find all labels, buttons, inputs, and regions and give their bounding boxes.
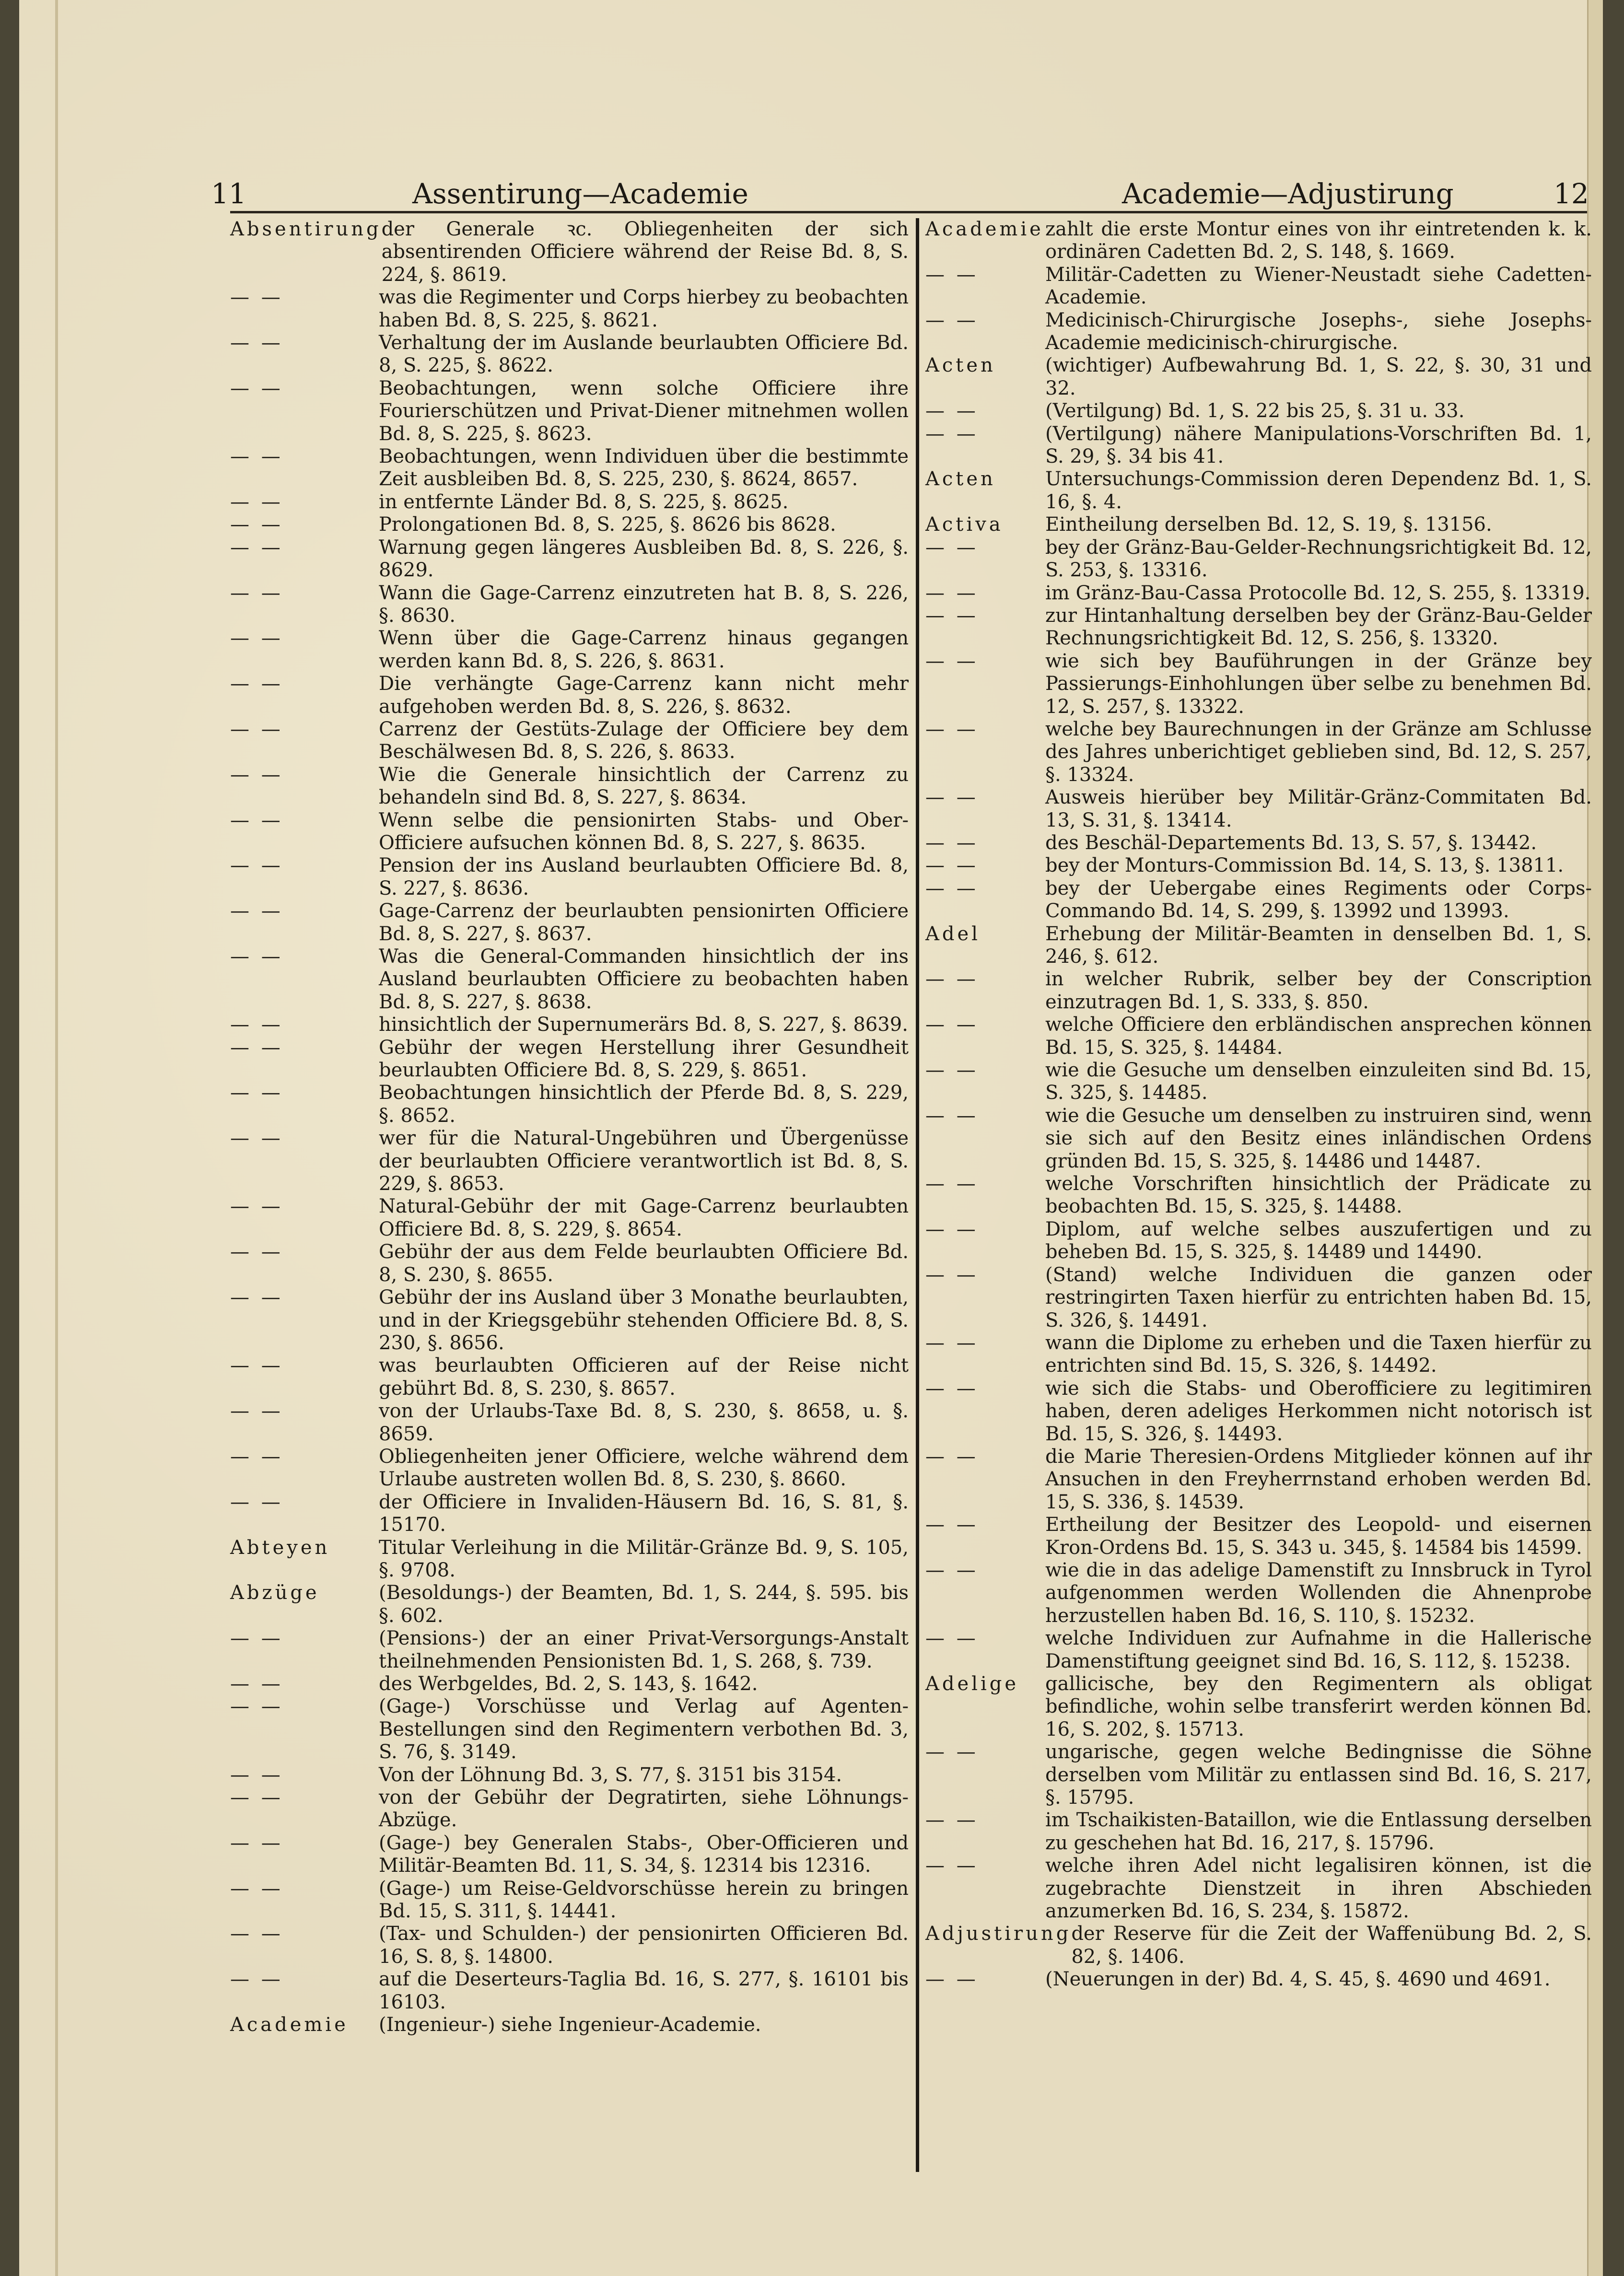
entry-text: gallicische, bey den Regimentern als obligat befindliche, wohin selbe transferirt werden können Bd. 16, S. 202, §. 15713. xyxy=(1045,1673,1592,1740)
entry-keyword: — — xyxy=(925,263,979,286)
entry-keyword: Academie xyxy=(925,218,1044,240)
entry-text: wie die in das adelige Damenstift zu Innsbruck in Tyrol aufgenommen werden Wollenden die Ahnenprobe herzustellen haben Bd. 16, S. 110, §. 15232. xyxy=(1045,1559,1592,1627)
entry-keyword: Absentirung xyxy=(230,218,382,240)
entry-keyword: — — xyxy=(230,673,283,695)
entry-text: (Ingenieur-) siehe Ingenieur-Academie. xyxy=(379,2014,761,2036)
entry-text: was die Regimenter und Corps hierbey zu beobachten haben Bd. 8, S. 225, §. 8621. xyxy=(379,286,909,331)
entry-keyword: — — xyxy=(925,1559,979,1581)
entry-keyword: — — xyxy=(230,627,283,650)
entry-keyword: — — xyxy=(230,332,283,354)
index-entry xyxy=(230,1446,909,1491)
entry-text: Beobachtungen, wenn Individuen über die bestimmte Zeit ausbleiben Bd. 8, S. 225, 230, §. 8624, 8657. xyxy=(379,445,909,490)
entry-keyword: — — xyxy=(230,286,283,309)
right-index-column xyxy=(925,218,1592,2189)
entry-keyword: Adel xyxy=(925,922,981,945)
entry-text: Eintheilung derselben Bd. 12, S. 19, §. 13156. xyxy=(1045,514,1492,536)
entry-text: des Beschäl-Departements Bd. 13, S. 57, §. 13442. xyxy=(1045,831,1537,854)
entry-keyword: — — xyxy=(925,604,979,627)
entry-keyword: — — xyxy=(925,1514,979,1536)
index-entry xyxy=(230,1037,909,1082)
entry-text: Ertheilung der Besitzer des Leopold- und eisernen Kron-Ordens Bd. 15, S. 343 u. 345, §. 14584 bis 14599. xyxy=(1045,1514,1592,1559)
entry-text: Was die General-Commanden hinsichtlich der ins Ausland beurlaubten Officiere zu beobachten haben Bd. 8, S. 227, §. 8638. xyxy=(379,945,909,1013)
entry-keyword: — — xyxy=(925,1377,979,1400)
index-entry xyxy=(230,377,909,445)
entry-keyword: — — xyxy=(230,1627,283,1650)
entry-text: der Generale ꝛc. Obliegenheiten der sich absentirenden Officiere während der Reise Bd. 8, S. 224, §. 8619. xyxy=(381,218,909,286)
entry-text: Die verhängte Gage-Carrenz kann nicht mehr aufgehoben werden Bd. 8, S. 226, §. 8632. xyxy=(379,673,909,718)
entry-keyword: — — xyxy=(925,1059,979,1082)
entry-keyword: — — xyxy=(925,1445,979,1468)
entry-text: Medicinisch-Chirurgische Josephs-, siehe Josephs-Academie medicinisch-chirurgische. xyxy=(1045,309,1592,354)
index-entry xyxy=(925,1014,1592,1059)
entry-keyword: — — xyxy=(230,945,283,968)
entry-text: Beobachtungen hinsichtlich der Pferde Bd. 8, S. 229, §. 8652. xyxy=(379,1082,909,1127)
entry-keyword: — — xyxy=(230,1673,283,1695)
entry-keyword: — — xyxy=(230,1877,283,1900)
entry-keyword: — — xyxy=(925,1173,979,1195)
entry-text: wie sich bey Bauführungen in der Gränze bey Passierungs-Einhohlungen über selbe zu benehmen Bd. 12, S. 257, §. 13322. xyxy=(1045,650,1592,718)
index-entry xyxy=(230,718,909,764)
entry-keyword: — — xyxy=(925,309,979,331)
index-entry xyxy=(925,1968,1592,1991)
entry-text: Gebühr der wegen Herstellung ihrer Gesundheit beurlaubten Officiere Bd. 8, S. 229, §. 8651. xyxy=(379,1036,909,1082)
index-entry xyxy=(230,1537,909,1582)
index-entry xyxy=(925,400,1592,422)
entry-keyword: — — xyxy=(925,400,979,422)
index-entry xyxy=(230,809,909,855)
entry-keyword: Academie xyxy=(230,2014,349,2036)
entry-keyword: — — xyxy=(925,422,979,445)
entry-keyword: — — xyxy=(230,1195,283,1218)
entry-text: Erhebung der Militär-Beamten in denselben Bd. 1, S. 246, §. 612. xyxy=(1045,922,1592,968)
entry-keyword: — — xyxy=(925,1104,979,1127)
entry-keyword: Activa xyxy=(925,514,1004,536)
index-entry xyxy=(925,1673,1592,1741)
index-entry xyxy=(230,673,909,718)
entry-keyword: — — xyxy=(230,1241,283,1263)
entry-text: Wenn selbe die pensionirten Stabs- und Ober-Officiere aufsuchen können Bd. 8, S. 227, §. 8635. xyxy=(379,809,909,854)
entry-text: wie die Gesuche um denselben einzuleiten sind Bd. 15, S. 325, §. 14485. xyxy=(1045,1059,1592,1104)
entry-text: was beurlaubten Officieren auf der Reise nicht gebührt Bd. 8, S. 230, §. 8657. xyxy=(379,1354,909,1400)
entry-text: Gebühr der aus dem Felde beurlaubten Officiere Bd. 8, S. 230, §. 8655. xyxy=(379,1241,909,1286)
entry-text: (Gage-) um Reise-Geldvorschüsse herein zu bringen Bd. 15, S. 311, §. 14441. xyxy=(379,1877,909,1923)
entry-keyword: — — xyxy=(230,536,283,559)
index-entry xyxy=(925,1173,1592,1218)
entry-text: Carrenz der Gestüts-Zulage der Officiere bey dem Beschälwesen Bd. 8, S. 226, §. 8633. xyxy=(379,718,909,763)
entry-keyword: — — xyxy=(230,1786,283,1809)
index-entry xyxy=(230,764,909,809)
entry-keyword: Abteyen xyxy=(230,1536,330,1559)
index-entry xyxy=(925,423,1592,468)
entry-keyword: — — xyxy=(230,1082,283,1104)
entry-text: hinsichtlich der Supernumerärs Bd. 8, S. 227, §. 8639. xyxy=(379,1014,908,1036)
index-entry xyxy=(230,1491,909,1537)
entry-keyword: — — xyxy=(925,1218,979,1240)
column-divider xyxy=(916,218,919,2172)
index-entry xyxy=(925,1741,1592,1809)
index-entry xyxy=(230,1878,909,1923)
index-entry xyxy=(230,445,909,491)
entry-keyword: Acten xyxy=(925,354,996,377)
index-entry xyxy=(230,582,909,628)
index-entry xyxy=(925,354,1592,400)
index-entry xyxy=(230,1627,909,1673)
index-entry xyxy=(925,786,1592,832)
entry-text: Warnung gegen längeres Ausbleiben Bd. 8, S. 226, §. 8629. xyxy=(379,536,909,582)
entry-text: (Vertilgung) Bd. 1, S. 22 bis 25, §. 31 u. 33. xyxy=(1045,400,1465,422)
index-entry xyxy=(925,1923,1592,1968)
entry-keyword: — — xyxy=(230,809,283,831)
index-entry xyxy=(925,309,1592,355)
entry-text: der Officiere in Invaliden-Häusern Bd. 16, S. 81, §. 15170. xyxy=(379,1491,909,1536)
index-entry xyxy=(925,514,1592,536)
entry-keyword: Acten xyxy=(925,468,996,490)
entry-text: ungarische, gegen welche Bedingnisse die Söhne derselben vom Militär zu entlassen sind Bd. 16, S. 217, §. 15795. xyxy=(1045,1741,1592,1809)
index-entry xyxy=(925,1332,1592,1377)
entry-keyword: — — xyxy=(925,1331,979,1354)
index-entry xyxy=(230,1354,909,1400)
entry-text: (Stand) welche Individuen die ganzen oder restringirten Taxen hierfür zu entrichten haben Bd. 15, S. 326, §. 14491. xyxy=(1045,1263,1592,1331)
entry-keyword: — — xyxy=(925,1741,979,1763)
index-entry xyxy=(230,1786,909,1832)
binding-edge xyxy=(55,0,58,2276)
entry-text: (Pensions-) der an einer Privat-Versorgungs-Anstalt theilnehmenden Pensionisten Bd. 1, S. 268, §. 739. xyxy=(379,1627,909,1672)
entry-text: wann die Diplome zu erheben und die Taxen hierfür zu entrichten sind Bd. 15, S. 326, §. 14492. xyxy=(1045,1331,1592,1377)
index-entry xyxy=(925,1446,1592,1514)
index-entry xyxy=(230,1082,909,1127)
index-entry xyxy=(925,650,1592,718)
entry-keyword: — — xyxy=(925,582,979,604)
right-running-title: Academie—Adjustirung xyxy=(1122,177,1454,210)
entry-text: Ausweis hierüber bey Militär-Gränz-Commitaten Bd. 13, S. 31, §. 13414. xyxy=(1045,786,1592,831)
entry-text: im Gränz-Bau-Cassa Protocolle Bd. 12, S. 255, §. 13319. xyxy=(1045,582,1591,604)
entry-text: Wann die Gage-Carrenz einzutreten hat B. 8, S. 226, §. 8630. xyxy=(379,582,909,627)
entry-keyword: — — xyxy=(230,1014,283,1036)
entry-text: (wichtiger) Aufbewahrung Bd. 1, S. 22, §. 30, 31 und 32. xyxy=(1045,354,1592,399)
index-entry xyxy=(230,627,909,673)
entry-text: der Reserve für die Zeit der Waffenübung Bd. 2, S. 82, §. 1406. xyxy=(1071,1923,1592,1968)
entry-text: Wenn über die Gage-Carrenz hinaus gegangen werden kann Bd. 8, S. 226, §. 8631. xyxy=(379,627,909,672)
entry-text: Von der Löhnung Bd. 3, S. 77, §. 3151 bis 3154. xyxy=(379,1763,842,1786)
index-entry xyxy=(230,537,909,582)
index-entry xyxy=(230,218,909,286)
entry-keyword: — — xyxy=(925,1855,979,1877)
index-entry xyxy=(925,1559,1592,1627)
index-entry xyxy=(925,582,1592,605)
entry-text: im Tschaikisten-Bataillon, wie die Entlassung derselben zu geschehen hat Bd. 16, 217, §. 15796. xyxy=(1045,1809,1592,1854)
index-entry xyxy=(230,491,909,514)
entry-keyword: — — xyxy=(230,718,283,740)
index-entry xyxy=(230,1832,909,1878)
entry-keyword: Abzüge xyxy=(230,1582,320,1604)
index-entry xyxy=(230,1127,909,1195)
entry-keyword: — — xyxy=(925,1263,979,1286)
entry-keyword: — — xyxy=(230,854,283,877)
entry-text: welche Individuen zur Aufnahme in die Hallerische Damenstiftung geeignet sind Bd. 16, S. 112, §. 15238. xyxy=(1045,1627,1592,1672)
entry-keyword: — — xyxy=(925,877,979,899)
index-entry xyxy=(230,900,909,945)
index-entry xyxy=(925,832,1592,854)
left-page-number: 11 xyxy=(211,177,246,210)
entry-text: bey der Uebergabe eines Regiments oder Corps-Commando Bd. 14, S. 299, §. 13992 und 13993. xyxy=(1045,877,1592,922)
entry-keyword: — — xyxy=(925,786,979,809)
entry-text: (Besoldungs-) der Beamten, Bd. 1, S. 244, §. 595. bis §. 602. xyxy=(379,1582,909,1627)
entry-keyword: — — xyxy=(925,650,979,672)
entry-keyword: — — xyxy=(230,1445,283,1468)
entry-text: zur Hintanhaltung derselben bey der Gränz-Bau-Gelder Rechnungsrichtigkeit Bd. 12, S. 256, §. 13320. xyxy=(1045,604,1592,650)
index-entry xyxy=(230,1286,909,1354)
index-entry xyxy=(925,923,1592,969)
entry-text: die Marie Theresien-Ordens Mitglieder können auf ihr Ansuchen in den Freyherrnstand erhoben werden Bd. 15, S. 336, §. 14539. xyxy=(1045,1445,1592,1513)
entry-text: (Neuerungen in der) Bd. 4, S. 45, §. 4690 und 4691. xyxy=(1045,1968,1551,1991)
index-entry xyxy=(925,264,1592,309)
entry-keyword: — — xyxy=(230,1400,283,1423)
entry-keyword: — — xyxy=(925,718,979,740)
entry-text: des Werbgeldes, Bd. 2, S. 143, §. 1642. xyxy=(379,1673,758,1695)
entry-text: wie die Gesuche um denselben zu instruiren sind, wenn sie sich auf den Besitz eines inländischen Ordens gründen Bd. 15, S. 325, §. 14486 und 14487. xyxy=(1045,1104,1592,1172)
index-entry xyxy=(925,1264,1592,1332)
entry-text: Titular Verleihung in die Militär-Gränze Bd. 9, S. 105, §. 9708. xyxy=(379,1536,909,1581)
entry-keyword: — — xyxy=(925,854,979,877)
entry-text: Prolongationen Bd. 8, S. 225, §. 8626 bis 8628. xyxy=(379,514,836,536)
entry-keyword: — — xyxy=(925,968,979,991)
entry-text: Militär-Cadetten zu Wiener-Neustadt siehe Cadetten-Academie. xyxy=(1045,263,1592,309)
index-entry xyxy=(925,1218,1592,1264)
entry-text: (Gage-) Vorschüsse und Verlag auf Agenten-Bestellungen sind den Regimentern verbothen Bd. 3, S. 76, §. 3149. xyxy=(379,1695,909,1763)
entry-text: in entfernte Länder Bd. 8, S. 225, §. 8625. xyxy=(379,490,789,513)
entry-keyword: — — xyxy=(230,1763,283,1786)
index-entry xyxy=(925,537,1592,582)
entry-keyword: — — xyxy=(230,1968,283,1991)
index-entry xyxy=(230,1241,909,1286)
entry-text: Natural-Gebühr der mit Gage-Carrenz beurlaubten Officiere Bd. 8, S. 229, §. 8654. xyxy=(379,1195,909,1240)
entry-text: wie sich die Stabs- und Oberofficiere zu legitimiren haben, deren adeliges Herkommen nicht notorisch ist Bd. 15, S. 326, §. 14493. xyxy=(1045,1377,1592,1445)
entry-text: zahlt die erste Montur eines von ihr eintretenden k. k. ordinären Cadetten Bd. 2, S. 148, §. 1669. xyxy=(1045,218,1592,263)
index-entry xyxy=(925,1377,1592,1446)
entry-text: in welcher Rubrik, selber bey der Conscription einzutragen Bd. 1, S. 333, §. 850. xyxy=(1045,968,1592,1013)
entry-keyword: — — xyxy=(925,1014,979,1036)
entry-keyword: — — xyxy=(230,900,283,922)
entry-text: Obliegenheiten jener Officiere, welche während dem Urlaube austreten wollen Bd. 8, S. 230, §. 8660. xyxy=(379,1445,909,1491)
index-entry xyxy=(925,605,1592,650)
header-rule xyxy=(230,211,1587,213)
index-entry xyxy=(925,968,1592,1014)
entry-text: Verhaltung der im Auslande beurlaubten Officiere Bd. 8, S. 225, §. 8622. xyxy=(379,332,909,377)
index-entry xyxy=(230,514,909,536)
entry-text: bey der Gränz-Bau-Gelder-Rechnungsrichtigkeit Bd. 12, S. 253, §. 13316. xyxy=(1045,536,1592,582)
entry-text: von der Gebühr der Degratirten, siehe Löhnungs-Abzüge. xyxy=(379,1786,909,1832)
index-entry xyxy=(230,1673,909,1695)
entry-keyword: — — xyxy=(230,763,283,786)
index-entry xyxy=(230,1923,909,1968)
entry-keyword: — — xyxy=(925,831,979,854)
entry-text: welche Vorschriften hinsichtlich der Prädicate zu beobachten Bd. 15, S. 325, §. 14488. xyxy=(1045,1173,1592,1218)
index-entry xyxy=(230,1582,909,1627)
entry-keyword: — — xyxy=(230,1491,283,1513)
entry-text: (Vertilgung) nähere Manipulations-Vorschriften Bd. 1, S. 29, §. 34 bis 41. xyxy=(1045,422,1592,468)
index-entry xyxy=(230,286,909,332)
entry-text: welche ihren Adel nicht legalisiren können, ist die zugebrachte Dienstzeit in ihren Abschieden anzumerken Bd. 16, S. 234, §. 15872. xyxy=(1045,1855,1592,1923)
entry-keyword: — — xyxy=(230,1832,283,1854)
entry-text: Untersuchungs-Commission deren Dependenz Bd. 1, S. 16, §. 4. xyxy=(1045,468,1592,513)
index-entry xyxy=(230,332,909,377)
index-entry xyxy=(230,1014,909,1036)
index-entry xyxy=(230,945,909,1014)
running-header xyxy=(211,177,1611,221)
index-entry xyxy=(925,218,1592,264)
index-entry xyxy=(230,854,909,900)
entry-keyword: — — xyxy=(230,1036,283,1059)
entry-text: Beobachtungen, wenn solche Officiere ihre Fourierschützen und Privat-Diener mitnehmen wollen Bd. 8, S. 225, §. 8623. xyxy=(379,377,909,445)
index-entry xyxy=(230,1195,909,1241)
entry-text: wer für die Natural-Ungebühren und Übergenüsse der beurlaubten Officiere verantwortlich ist Bd. 8, S. 229, §. 8653. xyxy=(379,1127,909,1195)
index-entry xyxy=(230,1968,909,2014)
entry-text: auf die Deserteurs-Taglia Bd. 16, S. 277, §. 16101 bis 16103. xyxy=(379,1968,909,2013)
entry-text: welche bey Baurechnungen in der Gränze am Schlusse des Jahres unberichtiget geblieben sind, Bd. 12, S. 257, §. 13324. xyxy=(1045,718,1592,786)
entry-keyword: — — xyxy=(230,514,283,536)
index-entry xyxy=(925,854,1592,877)
entry-text: Pension der ins Ausland beurlaubten Officiere Bd. 8, S. 227, §. 8636. xyxy=(379,854,909,899)
index-entry xyxy=(230,1400,909,1446)
entry-keyword: Adelige xyxy=(925,1673,1019,1695)
entry-text: von der Urlaubs-Taxe Bd. 8, S. 230, §. 8658, u. §. 8659. xyxy=(379,1400,909,1445)
entry-text: (Gage-) bey Generalen Stabs-, Ober-Officieren und Militär-Beamten Bd. 11, S. 34, §. 12314 bis 12316. xyxy=(379,1832,909,1877)
entry-text: bey der Monturs-Commission Bd. 14, S. 13, §. 13811. xyxy=(1045,854,1564,877)
entry-text: welche Officiere den erbländischen ansprechen können Bd. 15, S. 325, §. 14484. xyxy=(1045,1014,1592,1059)
entry-keyword: — — xyxy=(230,1695,283,1718)
entry-keyword: — — xyxy=(230,445,283,468)
entry-keyword: — — xyxy=(925,1968,979,1991)
right-page-number: 12 xyxy=(1554,177,1589,210)
entry-text: Gebühr der ins Ausland über 3 Monathe beurlaubten, und in der Kriegsgebühr stehenden Officiere Bd. 8, S. 230, §. 8656. xyxy=(379,1286,909,1354)
index-entry xyxy=(230,1695,909,1763)
index-entry xyxy=(925,718,1592,786)
left-index-column xyxy=(230,218,909,2189)
index-entry xyxy=(230,1764,909,1786)
index-entry xyxy=(925,1627,1592,1673)
entry-keyword: — — xyxy=(925,1627,979,1650)
entry-keyword: — — xyxy=(925,1809,979,1832)
entry-keyword: — — xyxy=(230,490,283,513)
index-entry xyxy=(230,2014,909,2036)
index-entry xyxy=(925,468,1592,514)
index-entry xyxy=(925,1105,1592,1173)
entry-keyword: — — xyxy=(925,536,979,559)
index-entry xyxy=(925,1059,1592,1105)
entry-keyword: — — xyxy=(230,582,283,604)
entry-text: Gage-Carrenz der beurlaubten pensionirten Officiere Bd. 8, S. 227, §. 8637. xyxy=(379,900,909,945)
entry-keyword: Adjustirung xyxy=(925,1923,1072,1945)
left-running-title: Assentirung—Academie xyxy=(412,177,748,210)
entry-keyword: — — xyxy=(230,1286,283,1309)
entry-keyword: — — xyxy=(230,377,283,399)
index-entry xyxy=(925,877,1592,923)
entry-text: Wie die Generale hinsichtlich der Carrenz zu behandeln sind Bd. 8, S. 227, §. 8634. xyxy=(379,763,909,809)
entry-keyword: — — xyxy=(230,1127,283,1150)
index-entry xyxy=(925,1809,1592,1855)
entry-text: Diplom, auf welche selbes auszufertigen und zu beheben Bd. 15, S. 325, §. 14489 und 14490. xyxy=(1045,1218,1592,1263)
entry-text: (Tax- und Schulden-) der pensionirten Officieren Bd. 16, S. 8, §. 14800. xyxy=(379,1923,909,1968)
index-entry xyxy=(925,1514,1592,1559)
entry-keyword: — — xyxy=(230,1354,283,1377)
index-entry xyxy=(925,1855,1592,1923)
entry-keyword: — — xyxy=(230,1923,283,1945)
